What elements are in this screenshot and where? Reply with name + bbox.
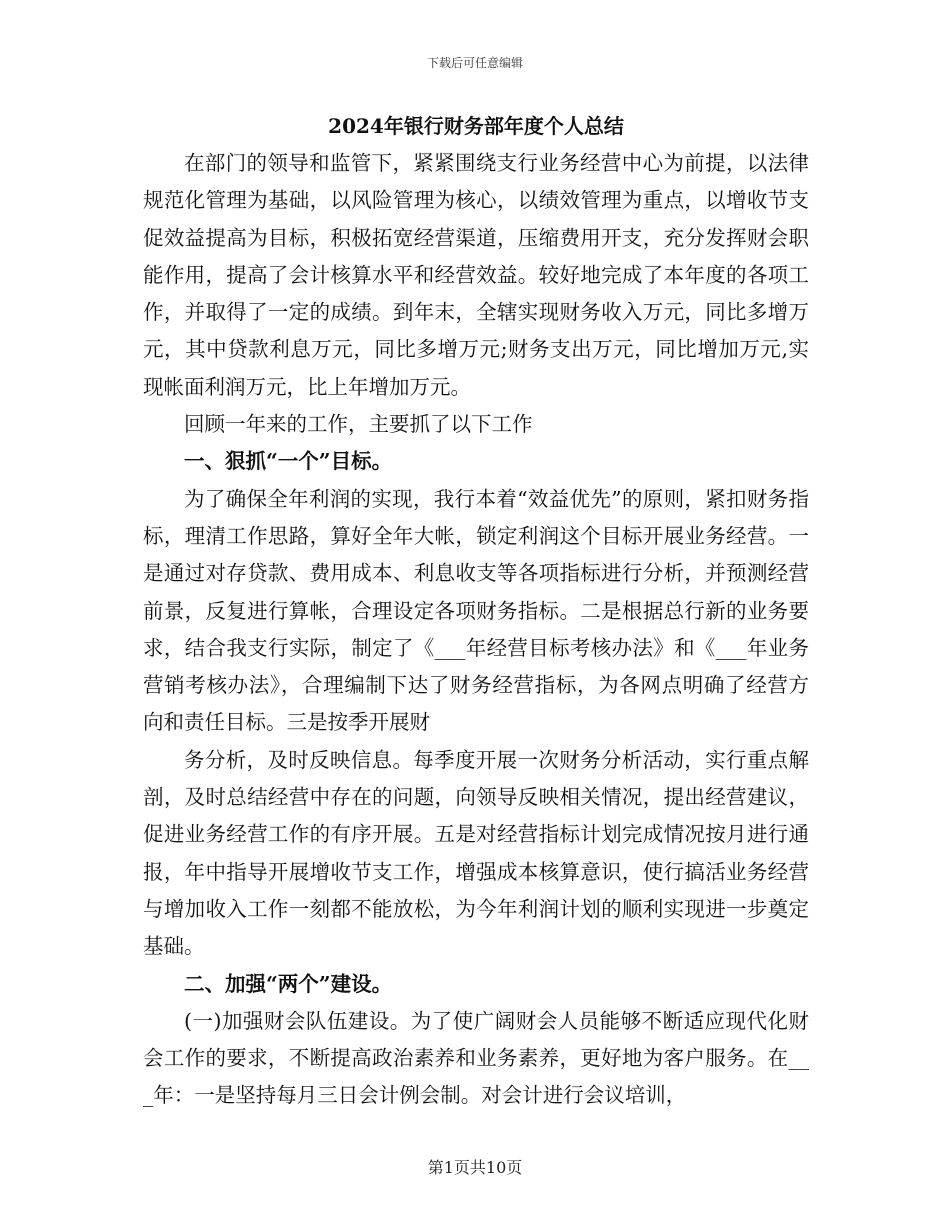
page-footer: 第1页共10页 [427,1158,523,1177]
section-heading-1: 一、狠抓“一个”目标。 [184,449,393,474]
document-body [143,108,809,1115]
section-heading-2: 二、加强“两个”建设。 [184,971,393,996]
document-title: 2024年银行财务部年度个人总结 [328,114,624,138]
paragraph-section-1: 为了确保全年利润的实现，我行本着“效益优先”的原则，紧扣财务指标，理清工作思路，算好全年大帐，锁定利润这个目标开展业务经营。一是通过对存贷款、费用成本、利息收支等各项指标进行分析，并预测经营前景，反复进行算帐，合理设定各项财务指标。二是根据总行新的业务要求，结合我支行实际，制定了《___年经营目标考核办法》和《___年业务营销考核办法》，合理编制下达了财务经营指标，为各网点明确了经营方向和责任目标。三是按季开展财 [143,486,809,735]
paragraph-section-2: (一)加强财会队伍建设。为了使广阔财会人员能够不断适应现代化财会工作的要求，不断提高政治素养和业务素养，更好地为客户服务。在___年：一是坚持每月三日会计例会制。对会计进行会议培训， [143,1008,809,1108]
paragraph-review: 回顾一年来的工作，主要抓了以下工作 [184,412,533,437]
paragraph-intro: 在部门的领导和监管下，紧紧围绕支行业务经营中心为前提，以法律规范化管理为基础，以风险管理为核心，以绩效管理为重点，以增收节支促效益提高为目标，积极拓宽经营渠道，压缩费用开支，充分发挥财会职能作用，提高了会计核算水平和经营效益。较好地完成了本年度的各项工作，并取得了一定的成绩。到年末，全辖实现财务收入万元，同比多增万元，其中贷款利息万元，同比多增万元;财务支出万元，同比增加万元,实现帐面利润万元，比上年增加万元。 [143,151,809,399]
paragraph-section-1-cont: 务分析，及时反映信息。每季度开展一次财务分析活动，实行重点解剖，及时总结经营中存在的问题，向领导反映相关情况，提出经营建议，促进业务经营工作的有序开展。五是对经营指标计划完成情况按月进行通报，年中指导开展增收节支工作，增强成本核算意识，使行搞活业务经营与增加收入工作一刻都不能放松，为今年利润计划的顺利实现进一步奠定基础。 [143,747,809,959]
page-header: 下载后可任意编辑 [426,56,523,70]
